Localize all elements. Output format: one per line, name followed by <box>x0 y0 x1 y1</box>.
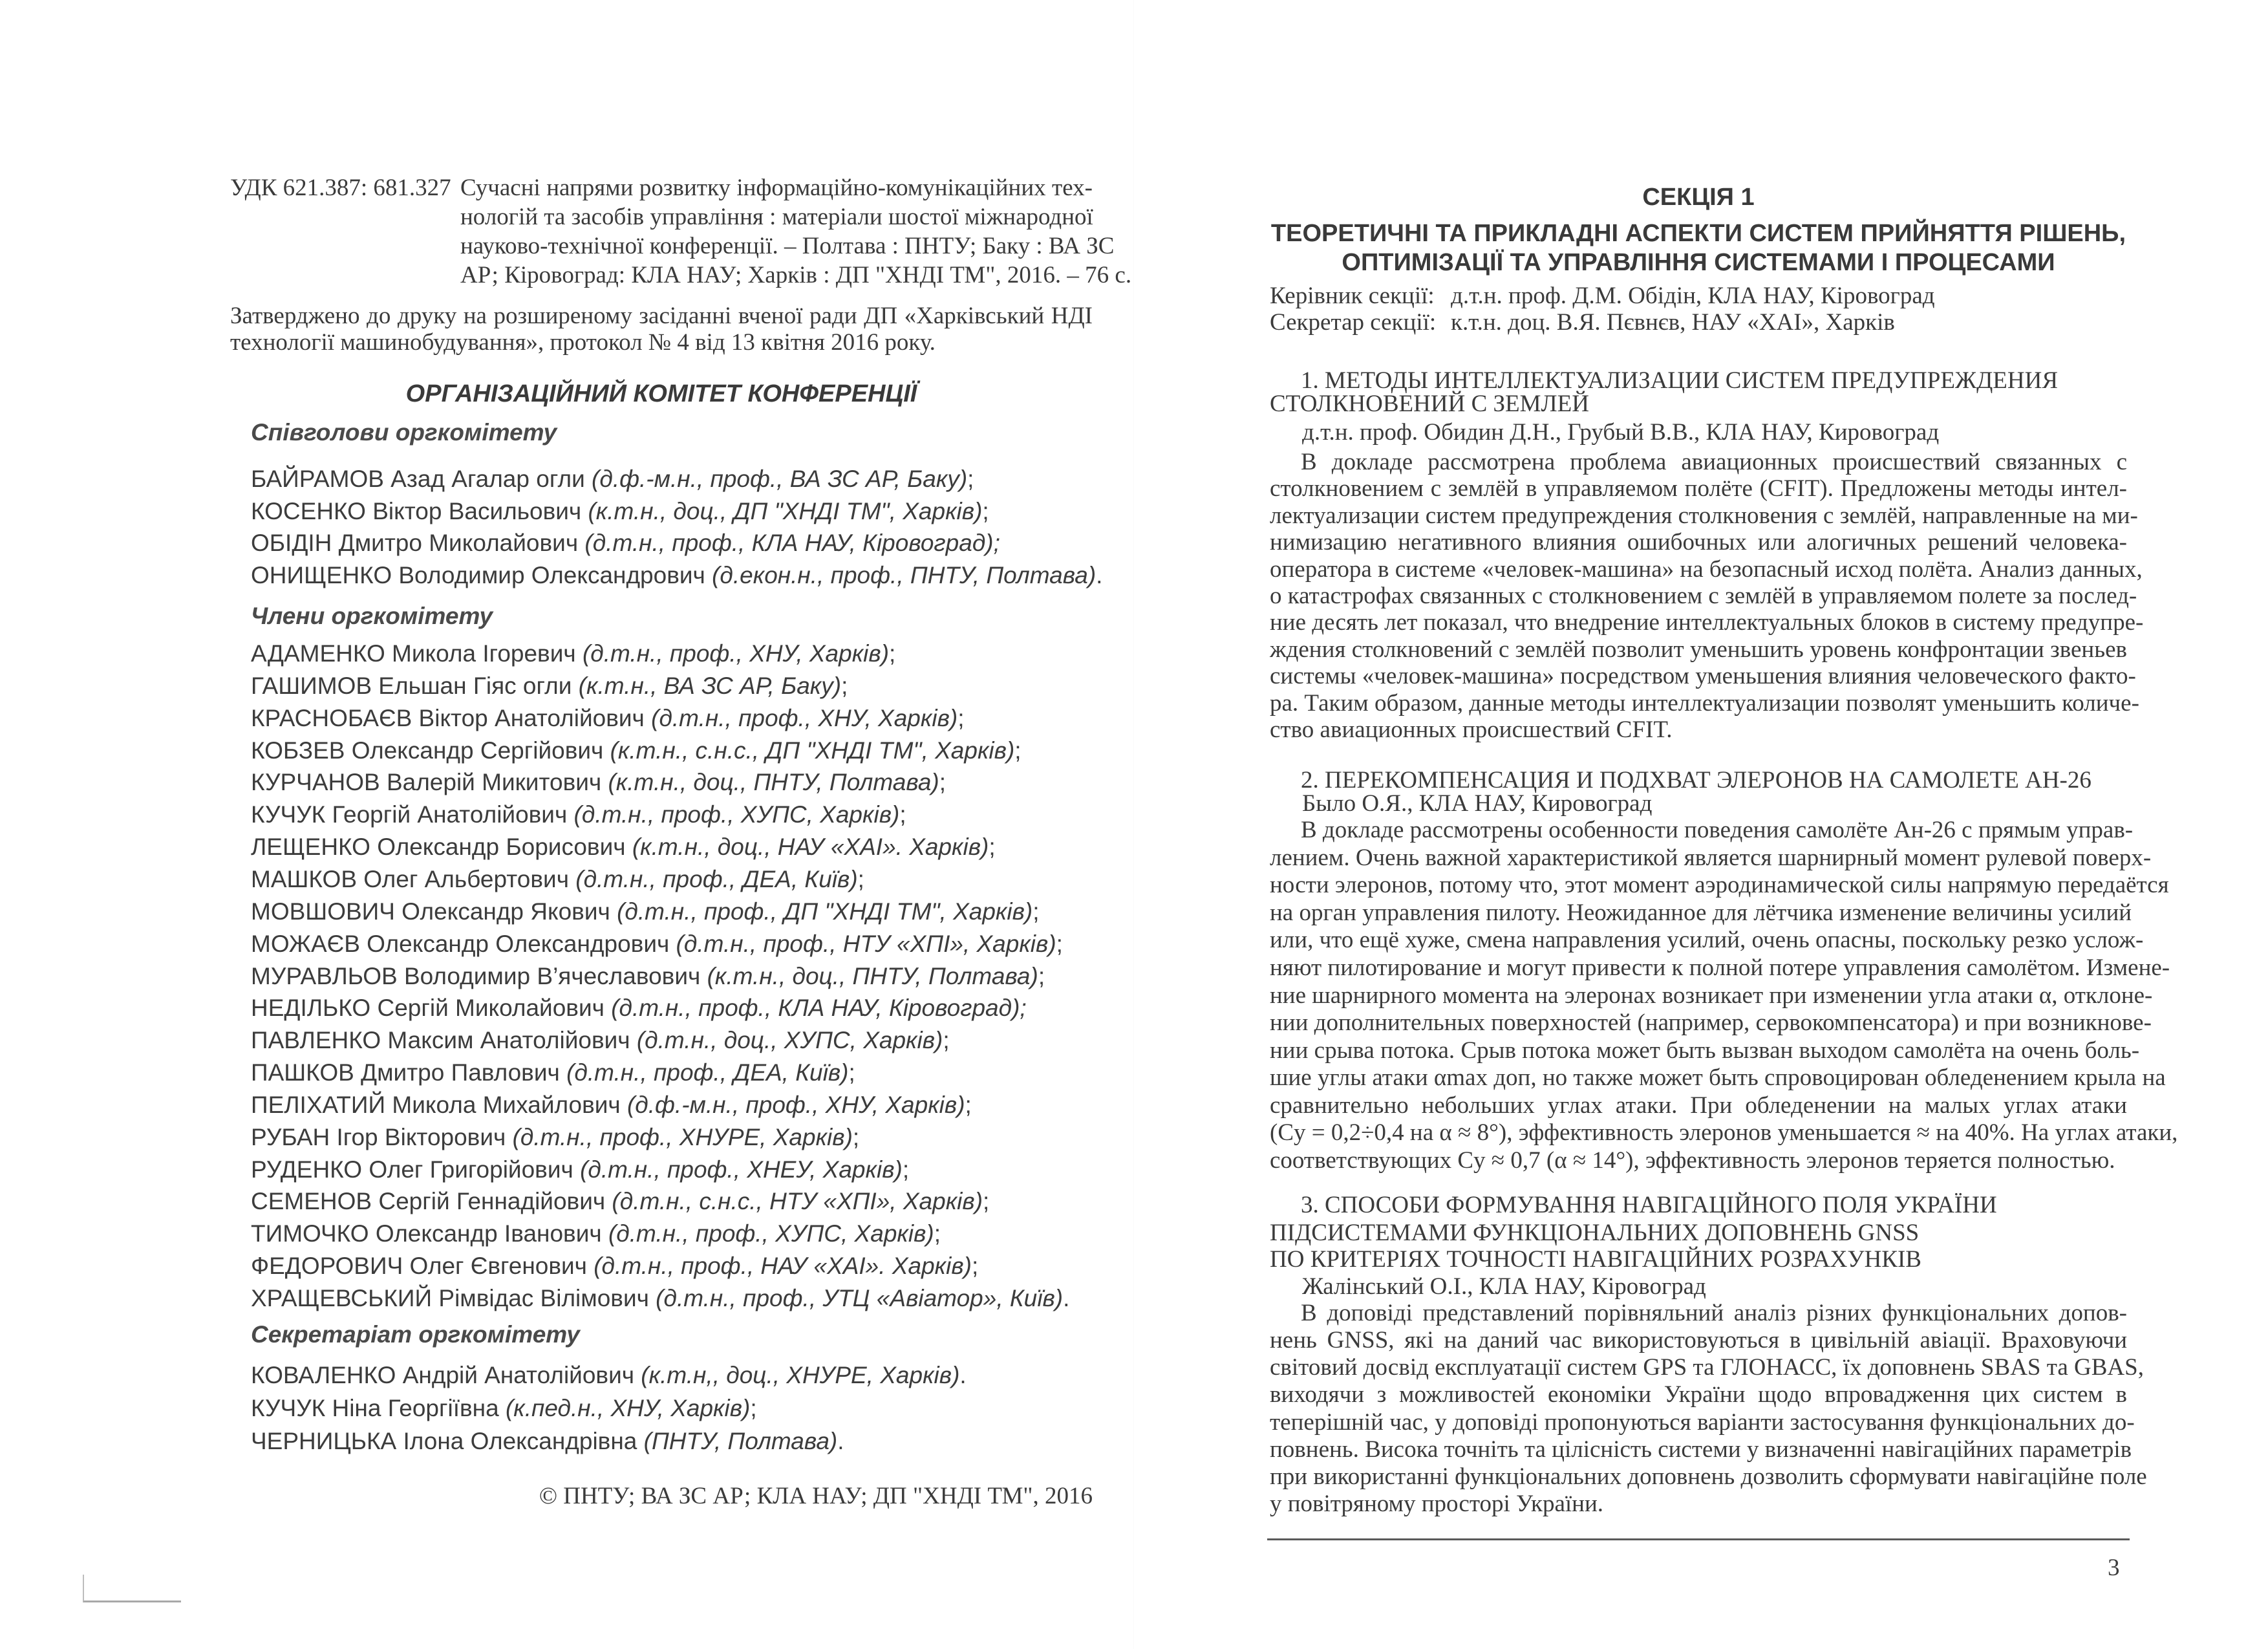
committee-member <box>251 467 974 491</box>
paper-authors: Жалінський О.І., КЛА НАУ, Кіровоград <box>1302 1273 1706 1300</box>
member-punctuation: ; <box>982 497 989 524</box>
member-punctuation: ; <box>943 1027 950 1054</box>
member-punctuation: . <box>1096 562 1103 589</box>
member-details: (д.т.н., проф., УТЦ «Авіатор», Київ) <box>656 1285 1064 1311</box>
approval-line: Затверджено до друку на розширеному засіданні вченої ради ДП «Харківський НДІ <box>230 303 1093 329</box>
member-details: (к.т.н., ВА ЗС АР, Баку) <box>578 672 842 699</box>
committee-member <box>251 1254 978 1278</box>
member-name: МУРАВЛЬОВ Володимир В’ячеславович <box>251 962 701 989</box>
member-punctuation: . <box>1063 1285 1070 1311</box>
member-details: (д.т.н., проф., КЛА НАУ, Кіровоград); <box>584 530 1000 557</box>
member-punctuation: . <box>837 1428 844 1454</box>
member-punctuation: ; <box>902 1156 910 1183</box>
scan-corner-mark <box>83 1575 181 1602</box>
co-chairs-heading: Співголови оргкомітету <box>251 419 557 446</box>
member-name: КУЧУК Ніна Георгіївна <box>251 1395 499 1421</box>
member-punctuation: ; <box>899 801 906 828</box>
paper-body-line: повнень. Висока точніть та цілісність системи у визначенні навігаційних параметрів <box>1270 1436 2132 1463</box>
committee-member <box>251 1125 859 1149</box>
paper-body-line: соответствующих Cy ≈ 0,7 (α ≈ 14°), эффективность элеронов теряется полностью. <box>1270 1147 2115 1174</box>
member-name: КОБЗЕВ Олександр Сергійович <box>251 737 604 764</box>
paper-body-line: ние десять лет показал, что внедрение интеллектуальных блоков в систему предупре- <box>1270 609 2144 636</box>
member-details: (к.т.н,, доц., ХНУРЕ, Харків) <box>641 1362 960 1388</box>
member-name: ПЕЛІХАТИЙ Микола Михайлович <box>251 1091 621 1118</box>
section-head-label: Керівник секції: <box>1270 283 1435 309</box>
paper-body-line: світовий досвід експлуатації систем GPS та ГЛОНАСС, їх доповнень SBAS та GBAS, <box>1270 1354 2144 1381</box>
member-details: (д.ф.-м.н., проф., ВА ЗС АР, Баку) <box>592 466 968 492</box>
member-name: ОНИЩЕНКО Володимир Олександрович <box>251 562 705 589</box>
member-details: (д.т.н., проф., ХНУ, Харків) <box>651 704 958 731</box>
member-punctuation: ; <box>971 1253 979 1280</box>
udk-description-line: науково-технічної конференції. – Полтава : ПНТУ; Баку : ВА ЗС <box>460 233 1115 259</box>
member-punctuation: ; <box>852 1123 860 1150</box>
committee-member <box>251 531 1000 555</box>
member-name: КУЧУК Георгій Анатолійович <box>251 801 568 828</box>
member-punctuation: ; <box>841 672 848 699</box>
member-name: БАЙРАМОВ Азад Агалар огли <box>251 466 585 492</box>
paper-body-line: В докладе рассмотрены особенности поведения самолёте Ан-26 с прямым управ- <box>1301 817 2134 843</box>
member-details: (к.т.н., доц., ПНТУ, Полтава) <box>608 769 939 796</box>
committee-member <box>251 1286 1069 1310</box>
section-secretary-label: Секретар секції: <box>1270 309 1437 336</box>
member-name: ПАВЛЕНКО Максим Анатолійович <box>251 1027 630 1054</box>
member-name: МОЖАЄВ Олександр Олександрович <box>251 930 670 957</box>
paper-body-line: нии дополнительных поверхностей (например, сервокомпенсатора) и при возникнове- <box>1270 1009 2152 1037</box>
committee-member <box>251 964 1045 988</box>
member-punctuation: ; <box>1056 930 1063 957</box>
paper-body-line: ство авиационных происшествий CFIT. <box>1270 717 1673 743</box>
committee-member <box>251 1396 757 1420</box>
member-punctuation: ; <box>989 834 996 861</box>
committee-member <box>251 1061 855 1084</box>
member-punctuation: ; <box>965 1091 972 1118</box>
member-name: МОВШОВИЧ Олександр Якович <box>251 898 610 925</box>
member-details: (д.т.н., с.н.с., НТУ «ХПІ», Харків) <box>612 1188 983 1215</box>
committee-member <box>251 706 965 730</box>
committee-member <box>251 835 996 859</box>
paper-body-line: (Cy = 0,2÷0,4 на α ≈ 8°), эффективность элеронов уменьшается ≈ на 40%. На углах атаки, <box>1270 1119 2178 1147</box>
member-name: МАШКОВ Олег Альбертович <box>251 865 569 892</box>
member-details: (д.т.н., проф., ХНУ, Харків) <box>582 640 890 667</box>
paper-body-line: нии срыва потока. Срыв потока может быть вызван выходом самолёта на очень боль- <box>1270 1037 2140 1064</box>
committee-member <box>251 867 864 891</box>
member-details: (к.пед.н., ХНУ, Харків) <box>505 1395 751 1421</box>
committee-member <box>251 499 989 523</box>
member-name: ХРАЩЕВСЬКИЙ Рімвідас Вілімович <box>251 1285 649 1311</box>
section-head-value: д.т.н. проф. Д.М. Обідін, КЛА НАУ, Кіровоград <box>1451 283 1935 309</box>
member-details: (д.т.н., проф., ХУПС, Харків) <box>573 801 900 828</box>
committee-member <box>251 1158 909 1181</box>
member-name: КОВАЛЕНКО Андрій Анатолійович <box>251 1362 635 1388</box>
paper-body-line: В доповіді представлений порівняльний аналіз різних функціональних допов- <box>1301 1300 2127 1326</box>
right-page <box>1134 0 2268 1649</box>
section-title-line: ОПТИМІЗАЦІЇ ТА УПРАВЛІННЯ СИСТЕМАМИ І ПРОЦЕСАМИ <box>1342 249 2055 276</box>
paper-body-line: лением. Очень важной характеристикой является шарнирный момент рулевой поверх- <box>1270 844 2152 871</box>
paper-body-line: лектуализации систем предупреждения столкновения с землёй, направленные на ми- <box>1270 502 2138 529</box>
member-name: ФЕДОРОВИЧ Олег Євгенович <box>251 1253 587 1280</box>
paper-title-line: ПІДСИСТЕМАМИ ФУНКЦІОНАЛЬНИХ ДОПОВНЕНЬ GNSS <box>1270 1220 1920 1246</box>
paper-body-line: сравнительно небольших углах атаки. При обледенении на малых углах атаки <box>1270 1092 2127 1119</box>
member-details: (к.т.н., доц., ДП "ХНДІ ТМ", Харків) <box>588 497 983 524</box>
committee-member <box>251 1222 941 1245</box>
member-punctuation: ; <box>967 466 974 492</box>
member-details: (д.т.н., проф., ХНЕУ, Харків) <box>580 1156 903 1183</box>
secretariat-heading: Секретаріат оргкомітету <box>251 1321 580 1348</box>
committee-member <box>251 996 1027 1020</box>
member-punctuation: ; <box>939 769 947 796</box>
paper-body-line: нень GNSS, які на даний час використовуються в цивільній авіації. Враховуючи <box>1270 1327 2127 1354</box>
paper-title-line: ПО КРИТЕРІЯХ ТОЧНОСТІ НАВІГАЦІЙНИХ РОЗРАХУНКІВ <box>1270 1246 1921 1273</box>
member-name: СЕМЕНОВ Сергій Геннадійович <box>251 1188 606 1215</box>
udk-description-line: нологій та засобів управління : матеріали шостої міжнародної <box>460 204 1093 230</box>
member-name: ТИМОЧКО Олександр Іванович <box>251 1220 602 1247</box>
member-punctuation: ; <box>1014 737 1022 764</box>
committee-member <box>251 738 1022 762</box>
paper-body-line: на орган управления пилоту. Неожиданное для лётчика изменение величины усилий <box>1270 899 2132 926</box>
udk-description-line: АР; Кіровоград: КЛА НАУ; Харків : ДП "ХНДІ ТМ", 2016. – 76 с. <box>460 262 1132 288</box>
member-details: (д.т.н., проф., НАУ «ХАІ». Харків) <box>594 1253 972 1280</box>
paper-body-line: ждения столкновений с землёй позволит уменьшить уровень конфронтации звеньев <box>1270 636 2127 663</box>
paper-body-line: столкновением с землёй в управляемом полёте (CFIT). Предложены методы интел- <box>1270 475 2127 502</box>
member-punctuation: ; <box>848 1059 855 1086</box>
member-details: (д.т.н., проф., ДЕА, Київ) <box>575 865 858 892</box>
member-name: ЛЕЩЕНКО Олександр Борисович <box>251 834 626 861</box>
member-punctuation: ; <box>1032 898 1040 925</box>
paper-body-line: о катастрофах связанных с столкновением с землёй в управляемом полете за послед- <box>1270 583 2137 609</box>
section-label: СЕКЦІЯ 1 <box>1642 184 1755 211</box>
members-heading: Члени оргкомітету <box>251 603 493 629</box>
paper-body-line: ние шарнирного момента на элеронах возникает при изменении угла атаки α, отклоне- <box>1270 982 2153 1009</box>
committee-member <box>251 770 946 794</box>
paper-body-line: у повітряному просторі України. <box>1270 1491 1604 1517</box>
member-name: КУРЧАНОВ Валерій Микитович <box>251 769 602 796</box>
copyright-notice: © ПНТУ; ВА ЗС АР; КЛА НАУ; ДП "ХНДІ ТМ", 2016 <box>539 1483 1093 1509</box>
committee-member <box>251 803 906 826</box>
committee-member <box>251 1189 989 1213</box>
member-name: ОБІДІН Дмитро Миколайович <box>251 530 579 557</box>
member-details: (д.т.н., проф., НТУ «ХПІ», Харків) <box>676 930 1056 957</box>
paper-body-line: оператора в системе «человек-машина» на безопасный исход полёта. Анализ данных, <box>1270 555 2143 583</box>
paper-body-line: системы «человек-машина» посредством уменьшения влияния человеческого факто- <box>1270 663 2136 690</box>
member-details: (ПНТУ, Полтава) <box>643 1428 838 1454</box>
paper-body-line: нимизацию негативного влияния ошибочных или алогичных решений человека- <box>1270 529 2127 556</box>
member-name: ПАШКОВ Дмитро Павлович <box>251 1059 560 1086</box>
member-details: (к.т.н., доц., ПНТУ, Полтава) <box>707 962 1038 989</box>
approval-line: технології машинобудування», протокол № 4 від 13 квітня 2016 року. <box>230 329 936 356</box>
section-secretary-value: к.т.н. доц. В.Я. Пєвнєв, НАУ «ХАІ», Харків <box>1451 309 1895 336</box>
member-name: КРАСНОБАЄВ Віктор Анатолійович <box>251 704 645 731</box>
paper-title-line: 2. ПЕРЕКОМПЕНСАЦИЯ И ПОДХВАТ ЭЛЕРОНОВ НА САМОЛЕТЕ АН-26 <box>1301 767 2091 793</box>
member-details: (д.екон.н., проф., ПНТУ, Полтава) <box>712 562 1097 589</box>
member-punctuation: ; <box>934 1220 941 1247</box>
member-details: (д.т.н., доц., ХУПС, Харків) <box>636 1027 943 1054</box>
member-name: РУБАН Ігор Вікторович <box>251 1123 506 1150</box>
footer-rule <box>1267 1538 2130 1540</box>
paper-body-line: ра. Таким образом, данные методы интеллектуализации позволят уменьшить количе- <box>1270 689 2139 717</box>
member-details: (к.т.н., доц., НАУ «ХАІ». Харків) <box>632 834 989 861</box>
member-name: ЧЕРНИЦЬКА Ілона Олександрівна <box>251 1428 637 1454</box>
member-details: (д.т.н., проф., ХУПС, Харків) <box>608 1220 934 1247</box>
paper-body-line: теперішній час, у доповіді пропонуються варіанти застосування функціональних до- <box>1270 1408 2135 1436</box>
paper-title-line: СТОЛКНОВЕНИЙ С ЗЕМЛЕЙ <box>1270 391 1589 417</box>
paper-body-line: шие углы атаки αmax доп, но также может быть спровоцирован обледенением крыла на <box>1270 1064 2166 1092</box>
member-details: (д.т.н., проф., ДП "ХНДІ ТМ", Харків) <box>617 898 1033 925</box>
member-name: НЕДІЛЬКО Сергій Миколайович <box>251 995 604 1022</box>
committee-member <box>251 563 1102 587</box>
committee-member <box>251 1028 950 1052</box>
committee-member <box>251 1363 967 1387</box>
section-title-line: ТЕОРЕТИЧНІ ТА ПРИКЛАДНІ АСПЕКТИ СИСТЕМ ПРИЙНЯТТЯ РІШЕНЬ, <box>1270 220 2126 247</box>
member-details: (д.т.н., проф., КЛА НАУ, Кіровоград); <box>611 995 1027 1022</box>
page-number: 3 <box>2108 1555 2120 1581</box>
paper-body-line: няют пилотирование и могут привести к полной потере управления самолётом. Измене- <box>1270 954 2170 981</box>
member-punctuation: ; <box>957 704 965 731</box>
member-name: ГАШИМОВ Ельшан Гіяс огли <box>251 672 572 699</box>
committee-member <box>251 932 1063 956</box>
udk-code: УДК 621.387: 681.327 <box>230 175 451 201</box>
paper-body-line: ности элеронов, потому что, этот момент аэродинамической силы напрямую передаётся <box>1270 872 2169 899</box>
committee-member <box>251 1093 972 1117</box>
paper-body-line: В докладе рассмотрена проблема авиационных происшествий связанных с <box>1301 449 2127 475</box>
paper-body-line: при використанні функціональних доповнень дозволить сформувати навігаційне поле <box>1270 1463 2147 1490</box>
member-name: КОСЕНКО Віктор Васильович <box>251 497 582 524</box>
committee-member <box>251 1429 844 1453</box>
udk-description-line: Сучасні напрями розвитку інформаційно-комунікаційних тех- <box>460 175 1093 201</box>
member-name: АДАМЕНКО Микола Ігоревич <box>251 640 576 667</box>
member-punctuation: . <box>959 1362 967 1388</box>
paper-body-line: виходячи з можливостей економіки України щодо впровадження цих систем в <box>1270 1381 2127 1408</box>
member-punctuation: ; <box>857 865 864 892</box>
member-punctuation: ; <box>889 640 896 667</box>
member-details: (д.т.н., проф., ХНУРЕ, Харків) <box>512 1123 853 1150</box>
member-details: (д.ф.-м.н., проф., ХНУ, Харків) <box>626 1091 965 1118</box>
committee-heading: ОРГАНІЗАЦІЙНИЙ КОМІТЕТ КОНФЕРЕНЦІЇ <box>405 380 917 407</box>
paper-authors: д.т.н. проф. Обидин Д.Н., Грубый В.В., КЛА НАУ, Кировоград <box>1302 419 1940 446</box>
paper-body-line: или, что ещё хуже, смена направления усилий, очень опасны, поскольку резко услож- <box>1270 927 2144 954</box>
member-details: (к.т.н., с.н.с., ДП "ХНДІ ТМ", Харків) <box>610 737 1015 764</box>
committee-member <box>251 900 1040 923</box>
member-punctuation: ; <box>983 1188 990 1215</box>
member-details: (д.т.н., проф., ДЕА, Київ) <box>566 1059 849 1086</box>
member-punctuation: ; <box>750 1395 757 1421</box>
paper-title-line: 1. МЕТОДЫ ИНТЕЛЛЕКТУАЛИЗАЦИИ СИСТЕМ ПРЕДУПРЕЖДЕНИЯ <box>1301 367 2059 394</box>
paper-title-line: 3. СПОСОБИ ФОРМУВАННЯ НАВІГАЦІЙНОГО ПОЛЯ УКРАЇНИ <box>1301 1192 1997 1218</box>
committee-member <box>251 641 895 665</box>
member-name: РУДЕНКО Олег Григорійович <box>251 1156 573 1183</box>
paper-authors: Было О.Я., КЛА НАУ, Кировоград <box>1302 790 1653 817</box>
member-punctuation: ; <box>1038 962 1045 989</box>
committee-member <box>251 674 848 698</box>
